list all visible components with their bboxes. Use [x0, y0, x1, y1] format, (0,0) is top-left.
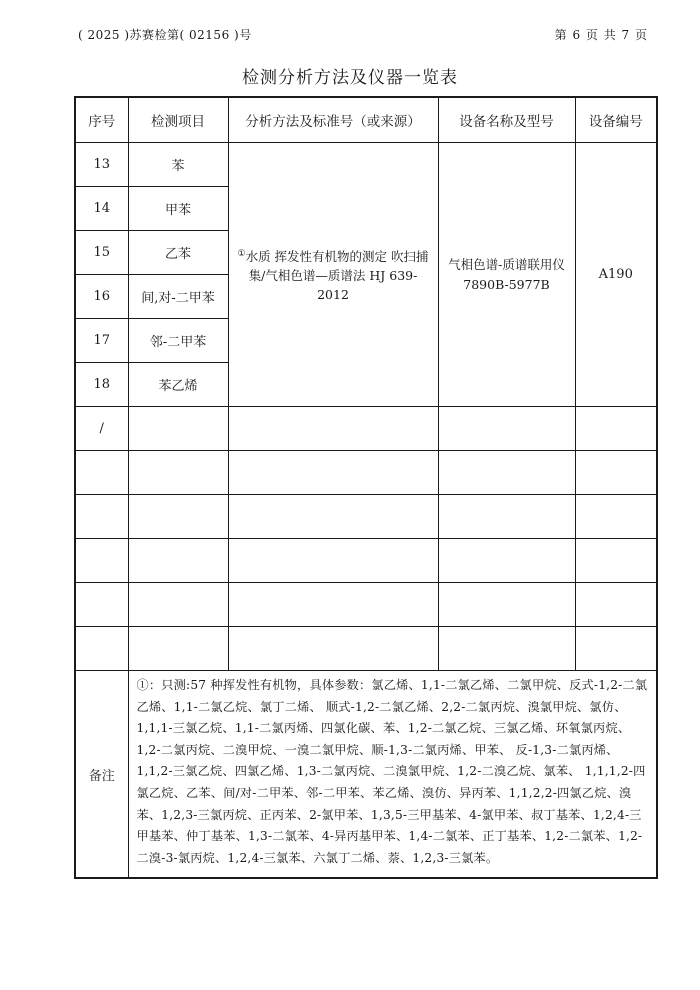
empty-cell [75, 451, 128, 495]
col-header-item: 检测项目 [128, 97, 228, 143]
row-number: 14 [75, 187, 128, 231]
page-title: 检测分析方法及仪器一览表 [242, 68, 458, 88]
empty-cell [228, 451, 438, 495]
row-number: 18 [75, 363, 128, 407]
analysis-method [228, 143, 438, 407]
empty-cell [75, 539, 128, 583]
method-text: 水质 挥发性有机物的测定 吹扫捕集/气相色谱—质谱法 HJ 639-2012 [245, 249, 429, 303]
notes-row [75, 671, 657, 879]
page-indicator: 第 6 页 共 7 页 [554, 28, 648, 42]
row-number: 15 [75, 231, 128, 275]
empty-cell [128, 583, 228, 627]
empty-cell [575, 627, 657, 671]
empty-cell [75, 495, 128, 539]
empty-cell [438, 583, 575, 627]
table-row [75, 143, 657, 187]
test-item: 乙苯 [128, 231, 228, 275]
col-header-device: 设备名称及型号 [438, 97, 575, 143]
empty-cell [228, 627, 438, 671]
empty-row [75, 539, 657, 583]
col-header-device-no: 设备编号 [575, 97, 657, 143]
empty-cell [575, 583, 657, 627]
empty-cell [575, 451, 657, 495]
footnote-marker: ① [237, 248, 246, 259]
empty-row [75, 627, 657, 671]
empty-cell [438, 407, 575, 451]
empty-row [75, 451, 657, 495]
empty-cell [438, 495, 575, 539]
empty-cell [228, 583, 438, 627]
report-number: ( 2025 )苏赛检第( 02156 )号 [78, 28, 252, 42]
method-instrument-table [74, 96, 658, 879]
empty-row [75, 583, 657, 627]
col-header-no: 序号 [75, 97, 128, 143]
empty-cell [228, 539, 438, 583]
empty-cell [128, 539, 228, 583]
row-number: 16 [75, 275, 128, 319]
empty-cell [75, 627, 128, 671]
empty-cell [575, 539, 657, 583]
slash-row [75, 407, 657, 451]
empty-row [75, 495, 657, 539]
test-item: 邻-二甲苯 [128, 319, 228, 363]
empty-cell [228, 407, 438, 451]
empty-cell [575, 495, 657, 539]
test-item: 苯 [128, 143, 228, 187]
empty-cell [128, 495, 228, 539]
notes-label: 备注 [75, 671, 128, 879]
empty-cell [438, 451, 575, 495]
empty-cell [128, 451, 228, 495]
device-name: 气相色谱-质谱联用仪 7890B-5977B [438, 143, 575, 407]
test-item: 间,对-二甲苯 [128, 275, 228, 319]
row-number: 13 [75, 143, 128, 187]
device-number: A190 [575, 143, 657, 407]
empty-cell [228, 495, 438, 539]
slash-mark: / [75, 407, 128, 451]
col-header-method: 分析方法及标准号（或来源） [228, 97, 438, 143]
empty-cell [438, 539, 575, 583]
empty-cell [128, 407, 228, 451]
test-item: 甲苯 [128, 187, 228, 231]
notes-text: ①：只测:57 种挥发性有机物，具体参数：氯乙烯、1,1-二氯乙烯、二氯甲烷、反式-1,2-二氯乙烯、1,1-二氯乙烷、氯丁二烯、 顺式-1,2-二氯乙烯、2,2-二氯丙烷、溴氯甲烷、氯仿、1,1,1-三氯乙烷、1,1-二氯丙烯、四氯化碳、苯、1,2-二氯乙烷、三氯乙烯、环氧氯丙烷、1,2-二氯丙烷、二溴甲烷、一溴二氯甲烷、顺-1,3-二氯丙烯、甲苯、 反-1,3-二氯丙烯、1,1,2-三氯乙烷、四氯乙烯、1,3-二氯丙烷、二溴氯甲烷、1,2-二溴乙烷、氯苯、 1,1,1,2-四氯乙烷、乙苯、间/对-二甲苯、邻-二甲苯、苯乙烯、溴仿、异丙苯、1,1,2,2-四氯乙烷、溴苯、1,2,3-三氯丙烷、正丙苯、2-氯甲苯、1,3,5-三甲基苯、4-氯甲苯、叔丁基苯、1,2,4-三甲基苯、仲丁基苯、1,3-二氯苯、4-异丙基甲苯、1,4-二氯苯、正丁基苯、1,2-二氯苯、1,2-二溴-3-氯丙烷、1,2,4-三氯苯、六氯丁二烯、萘、1,2,3-三氯苯。 [128, 671, 657, 879]
test-item: 苯乙烯 [128, 363, 228, 407]
table-header-row [75, 97, 657, 143]
empty-cell [575, 407, 657, 451]
row-number: 17 [75, 319, 128, 363]
empty-cell [75, 583, 128, 627]
empty-cell [438, 627, 575, 671]
empty-cell [128, 627, 228, 671]
